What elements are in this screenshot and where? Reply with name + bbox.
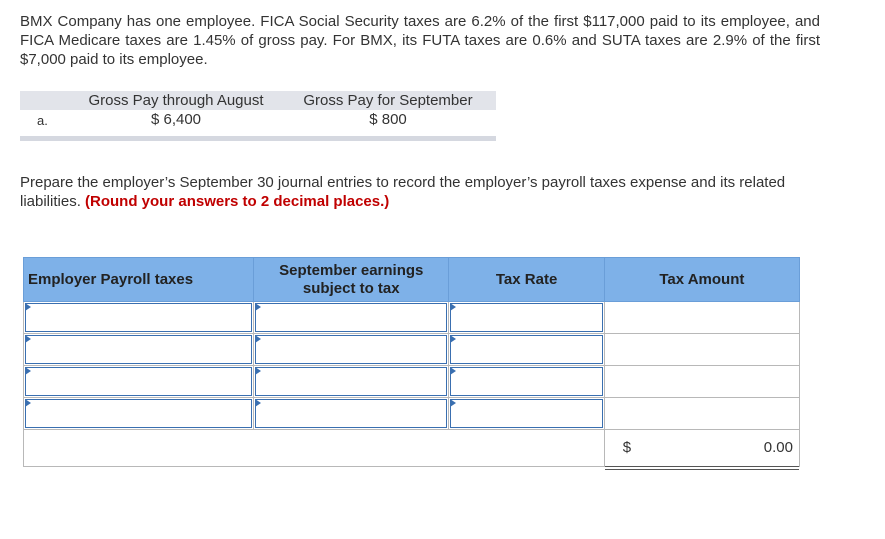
total-amount-cell	[604, 430, 799, 467]
dropdown-marker-icon	[25, 367, 31, 375]
gross-pay-august-header: Gross Pay through August	[88, 92, 264, 109]
amount-cell-2	[604, 334, 799, 366]
header-september-earnings	[254, 258, 449, 302]
dropdown-marker-icon	[25, 303, 31, 311]
table-row	[24, 334, 800, 366]
table-row	[24, 366, 800, 398]
amount-cell-4	[604, 398, 799, 430]
dropdown-marker-icon	[255, 367, 261, 375]
dropdown-marker-icon	[255, 335, 261, 343]
table-row	[24, 398, 800, 430]
given-data-table	[20, 91, 496, 141]
earnings-input-3[interactable]	[254, 366, 449, 398]
dropdown-marker-icon	[25, 399, 31, 407]
rate-input-2[interactable]	[449, 334, 604, 366]
gross-pay-september-header: Gross Pay for September	[303, 92, 473, 109]
earnings-input-1[interactable]	[254, 302, 449, 334]
table-row	[24, 302, 800, 334]
row-label: a.	[37, 113, 48, 128]
earnings-input-2[interactable]	[254, 334, 449, 366]
tax-type-input-1[interactable]	[24, 302, 254, 334]
instruction-text	[20, 173, 820, 211]
instruction-main: Prepare the employer’s September 30 journal entries to record the employer’s payroll taxes expense and its related liabilities.	[20, 174, 786, 210]
problem-intro: BMX Company has one employee. FICA Social Security taxes are 6.2% of the first $117,000 paid to its employee, and FICA Medicare taxes are 1.45% of gross pay. For BMX, its FUTA taxes are 0.6% and SUTA taxes are 2.9% of the first $7,000 paid to its employee.	[20, 13, 820, 68]
gross-pay-august-value: $ 6,400	[150, 111, 202, 128]
tax-type-input-4[interactable]	[24, 398, 254, 430]
header-tax-rate: Tax Rate	[449, 258, 604, 302]
dropdown-marker-icon	[450, 367, 456, 375]
header-tax-amount: Tax Amount	[604, 258, 799, 302]
tax-type-input-3[interactable]	[24, 366, 254, 398]
total-row	[24, 430, 800, 467]
dropdown-marker-icon	[450, 399, 456, 407]
rate-input-3[interactable]	[449, 366, 604, 398]
dropdown-marker-icon	[450, 335, 456, 343]
rounding-note: (Round your answers to 2 decimal places.)	[85, 193, 390, 210]
currency-symbol: $	[622, 439, 632, 456]
dropdown-marker-icon	[450, 303, 456, 311]
dropdown-marker-icon	[255, 303, 261, 311]
gross-pay-september-value: $ 800	[369, 111, 407, 128]
total-row-blank	[24, 430, 605, 467]
earnings-input-4[interactable]	[254, 398, 449, 430]
header-september-earnings-line2: subject to tax	[302, 279, 400, 297]
amount-cell-3	[604, 366, 799, 398]
total-amount: 0.00	[763, 439, 793, 456]
amount-cell-1	[604, 302, 799, 334]
rate-input-1[interactable]	[449, 302, 604, 334]
header-september-earnings-line1: September earnings	[279, 261, 424, 279]
header-employer-payroll-taxes: Employer Payroll taxes	[24, 258, 254, 302]
double-underline	[605, 466, 799, 470]
rate-input-4[interactable]	[449, 398, 604, 430]
payroll-tax-table	[23, 257, 800, 467]
dropdown-marker-icon	[25, 335, 31, 343]
tax-type-input-2[interactable]	[24, 334, 254, 366]
given-bottom-bar	[20, 136, 496, 141]
dropdown-marker-icon	[255, 399, 261, 407]
